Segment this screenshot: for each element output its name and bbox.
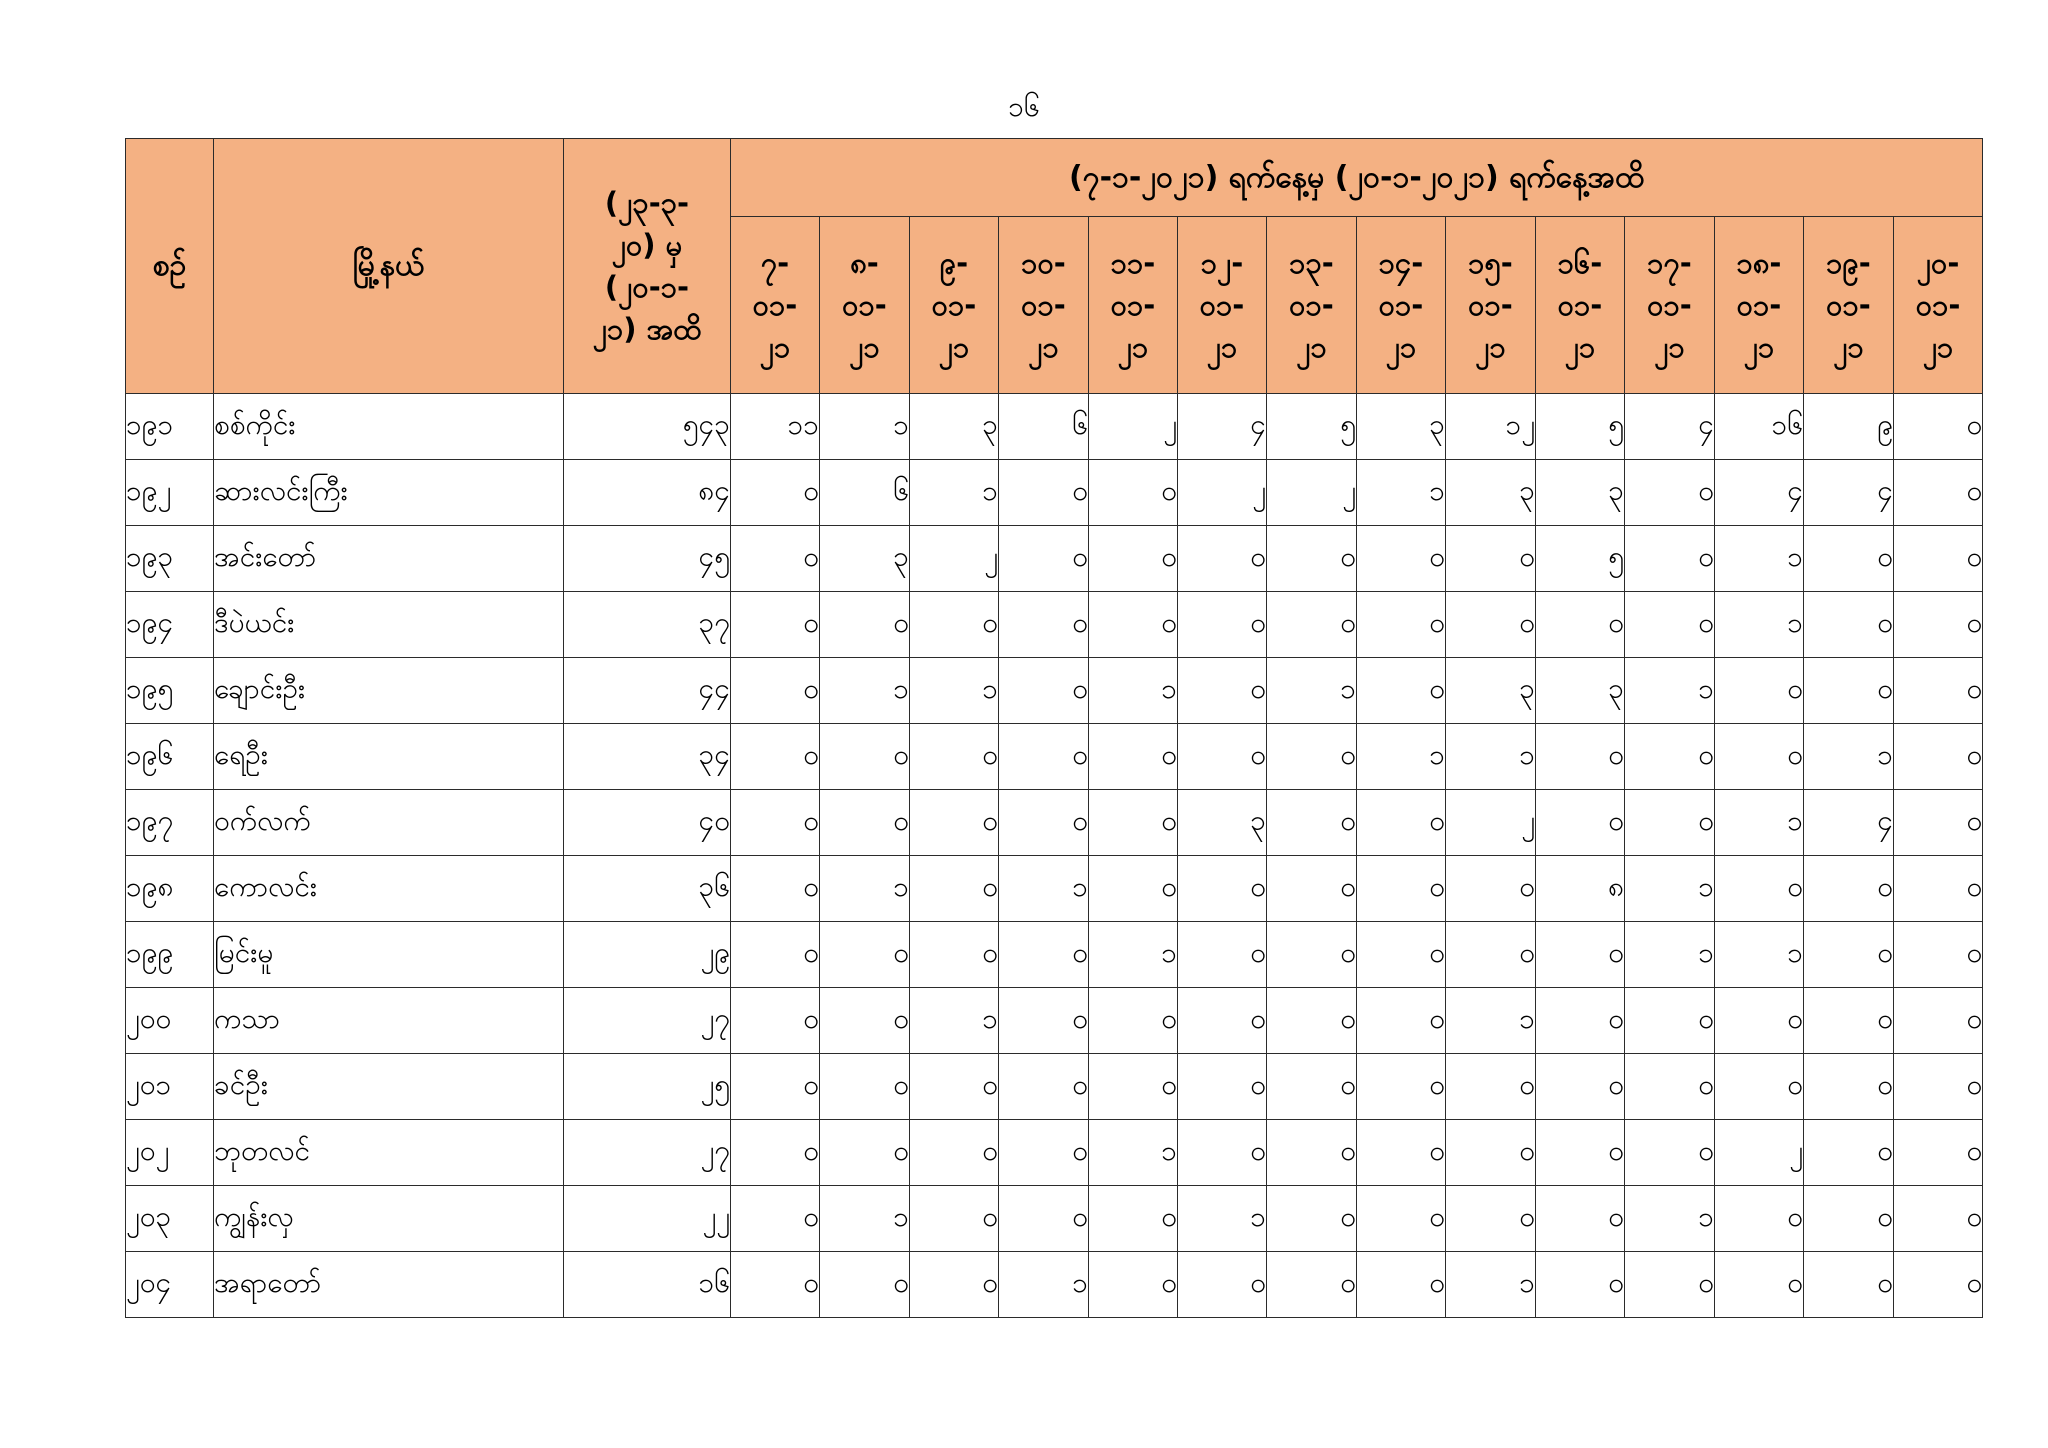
daily-count: ၀ [1715, 724, 1804, 790]
township-name: ကသာ [214, 988, 564, 1054]
township-name: ချောင်းဦး [214, 658, 564, 724]
header-date-12: ၁၈- ၀၁- ၂၁ [1715, 217, 1804, 394]
daily-count: ၀ [1357, 922, 1446, 988]
daily-count: ၀ [1804, 1054, 1894, 1120]
daily-count: ၅ [1536, 526, 1625, 592]
township-name: ခင်ဦး [214, 1054, 564, 1120]
daily-count: ၁ [1715, 790, 1804, 856]
daily-count: ၀ [1804, 658, 1894, 724]
daily-count: ၀ [999, 1120, 1089, 1186]
daily-count: ၀ [1089, 790, 1178, 856]
total-count: ၃၇ [564, 592, 731, 658]
daily-count: ၀ [910, 922, 999, 988]
daily-count: ၁ [1357, 460, 1446, 526]
table-row [126, 1120, 1983, 1186]
daily-count: ၁၂ [1446, 394, 1536, 460]
daily-count: ၁ [910, 988, 999, 1054]
daily-count: ၀ [1178, 856, 1267, 922]
daily-count: ၀ [910, 1120, 999, 1186]
daily-count: ၂ [1446, 790, 1536, 856]
daily-count: ၀ [1536, 724, 1625, 790]
daily-count: ၀ [1357, 790, 1446, 856]
daily-count: ၅ [1267, 394, 1357, 460]
row-number: ၁၉၆ [126, 724, 214, 790]
daily-count: ၀ [1894, 526, 1983, 592]
daily-count: ၀ [999, 1054, 1089, 1120]
table-row [126, 592, 1983, 658]
total-count: ၃၄ [564, 724, 731, 790]
daily-count: ၂ [1267, 460, 1357, 526]
daily-count: ၀ [1089, 1252, 1178, 1318]
daily-count: ၁ [1178, 1186, 1267, 1252]
daily-count: ၀ [1536, 988, 1625, 1054]
daily-count: ၀ [910, 790, 999, 856]
township-name: အင်းတော် [214, 526, 564, 592]
header-date-13: ၁၉- ၀၁- ၂၁ [1804, 217, 1894, 394]
daily-count: ၀ [1178, 988, 1267, 1054]
header-date-3: ၉- ၀၁- ၂၁ [910, 217, 999, 394]
daily-count: ၀ [1267, 1252, 1357, 1318]
table-row [126, 856, 1983, 922]
daily-count: ၀ [1894, 724, 1983, 790]
daily-count: ၀ [1357, 856, 1446, 922]
daily-count: ၃ [1536, 658, 1625, 724]
daily-count: ၀ [1446, 1120, 1536, 1186]
daily-count: ၀ [1625, 460, 1715, 526]
table-row [126, 790, 1983, 856]
daily-count: ၀ [1625, 592, 1715, 658]
daily-count: ၃ [1178, 790, 1267, 856]
daily-count: ၀ [820, 1054, 910, 1120]
daily-count: ၀ [1625, 988, 1715, 1054]
daily-count: ၀ [731, 988, 820, 1054]
total-count: ၁၆ [564, 1252, 731, 1318]
table-row [126, 724, 1983, 790]
daily-count: ၀ [1267, 790, 1357, 856]
daily-count: ၁ [1089, 922, 1178, 988]
daily-count: ၀ [1089, 592, 1178, 658]
daily-count: ၀ [1894, 856, 1983, 922]
daily-count: ၀ [999, 988, 1089, 1054]
daily-count: ၀ [1267, 856, 1357, 922]
header-date-7: ၁၃- ၀၁- ၂၁ [1267, 217, 1357, 394]
daily-count: ၁ [1446, 724, 1536, 790]
daily-count: ၀ [1715, 988, 1804, 1054]
daily-count: ၀ [1715, 1054, 1804, 1120]
daily-count: ၀ [820, 592, 910, 658]
row-number: ၂၀၀ [126, 988, 214, 1054]
daily-count: ၆ [820, 460, 910, 526]
daily-count: ၁ [1715, 592, 1804, 658]
daily-count: ၀ [731, 592, 820, 658]
daily-count: ၀ [1625, 1120, 1715, 1186]
daily-count: ၀ [1894, 1120, 1983, 1186]
row-number: ၁၉၈ [126, 856, 214, 922]
daily-count: ၀ [731, 1120, 820, 1186]
daily-count: ၄ [1715, 460, 1804, 526]
daily-count: ၁ [1625, 856, 1715, 922]
daily-count: ၀ [1446, 922, 1536, 988]
table-row [126, 658, 1983, 724]
daily-count: ၀ [910, 724, 999, 790]
daily-count: ၄ [1804, 460, 1894, 526]
header-date-5: ၁၁- ၀၁- ၂၁ [1089, 217, 1178, 394]
total-count: ၅၄၃ [564, 394, 731, 460]
daily-count: ၀ [731, 1054, 820, 1120]
daily-count: ၀ [731, 1186, 820, 1252]
daily-count: ၁ [1446, 1252, 1536, 1318]
township-name: စစ်ကိုင်း [214, 394, 564, 460]
daily-count: ၀ [999, 922, 1089, 988]
daily-count: ၀ [1804, 592, 1894, 658]
township-name: ကျွန်းလှ [214, 1186, 564, 1252]
daily-count: ၀ [1089, 724, 1178, 790]
daily-count: ၀ [1178, 922, 1267, 988]
table-row [126, 394, 1983, 460]
header-date-14: ၂၀- ၀၁- ၂၁ [1894, 217, 1983, 394]
daily-count: ၁ [910, 460, 999, 526]
daily-count: ၀ [731, 526, 820, 592]
daily-count: ၀ [1894, 1186, 1983, 1252]
daily-count: ၀ [731, 856, 820, 922]
daily-count: ၀ [1536, 1054, 1625, 1120]
daily-count: ၀ [1894, 988, 1983, 1054]
daily-count: ၀ [1804, 856, 1894, 922]
row-number: ၂၀၃ [126, 1186, 214, 1252]
daily-count: ၁ [1715, 526, 1804, 592]
daily-count: ၀ [1357, 592, 1446, 658]
header-date-8: ၁၄- ၀၁- ၂၁ [1357, 217, 1446, 394]
table-row [126, 988, 1983, 1054]
daily-count: ၀ [820, 922, 910, 988]
daily-count: ၀ [1446, 526, 1536, 592]
table-row [126, 1054, 1983, 1120]
header-no: စဉ် [126, 139, 214, 394]
row-number: ၁၉၅ [126, 658, 214, 724]
township-name: ရေဦး [214, 724, 564, 790]
daily-count: ၀ [1446, 856, 1536, 922]
total-count: ၂၇ [564, 988, 731, 1054]
table-row [126, 922, 1983, 988]
daily-count: ၃ [1536, 460, 1625, 526]
daily-count: ၈ [1536, 856, 1625, 922]
daily-count: ၀ [1178, 526, 1267, 592]
daily-count: ၀ [1267, 724, 1357, 790]
daily-count: ၀ [1804, 1120, 1894, 1186]
daily-count: ၀ [1178, 592, 1267, 658]
township-name: ဝက်လက် [214, 790, 564, 856]
daily-count: ၀ [1536, 1252, 1625, 1318]
daily-count: ၀ [1357, 658, 1446, 724]
daily-count: ၄ [1625, 394, 1715, 460]
header-date-2: ၈- ၀၁- ၂၁ [820, 217, 910, 394]
total-count: ၄၄ [564, 658, 731, 724]
header-township: မြို့နယ် [214, 139, 564, 394]
row-number: ၁၉၇ [126, 790, 214, 856]
daily-count: ၀ [731, 922, 820, 988]
daily-count: ၀ [1357, 526, 1446, 592]
daily-count: ၅ [1536, 394, 1625, 460]
daily-count: ၀ [1178, 658, 1267, 724]
daily-count: ၀ [820, 724, 910, 790]
total-count: ၂၂ [564, 1186, 731, 1252]
daily-count: ၀ [1715, 658, 1804, 724]
daily-count: ၀ [1804, 526, 1894, 592]
daily-count: ၀ [1536, 1120, 1625, 1186]
daily-count: ၁ [1089, 658, 1178, 724]
daily-count: ၀ [910, 592, 999, 658]
table-row [126, 1186, 1983, 1252]
daily-count: ၁ [1715, 922, 1804, 988]
row-number: ၂၀၁ [126, 1054, 214, 1120]
daily-count: ၀ [1446, 1054, 1536, 1120]
daily-count: ၀ [1536, 1186, 1625, 1252]
total-count: ၃၆ [564, 856, 731, 922]
total-count: ၄၅ [564, 526, 731, 592]
daily-count: ၀ [1894, 790, 1983, 856]
daily-count: ၀ [1089, 526, 1178, 592]
township-name: ဘုတလင် [214, 1120, 564, 1186]
daily-count: ၆ [999, 394, 1089, 460]
daily-count: ၀ [910, 856, 999, 922]
row-number: ၂၀၂ [126, 1120, 214, 1186]
daily-count: ၀ [910, 1252, 999, 1318]
daily-count: ၀ [1267, 1120, 1357, 1186]
header-total: (၂၃-၃- ၂၀) မှ (၂၀-၁- ၂၁) အထိ [564, 139, 731, 394]
daily-count: ၀ [1715, 1252, 1804, 1318]
row-number: ၁၉၃ [126, 526, 214, 592]
total-count: ၂၇ [564, 1120, 731, 1186]
daily-count: ၄ [1178, 394, 1267, 460]
row-number: ၁၉၄ [126, 592, 214, 658]
daily-count: ၁ [1446, 988, 1536, 1054]
total-count: ၂၅ [564, 1054, 731, 1120]
row-number: ၁၉၁ [126, 394, 214, 460]
daily-count: ၀ [1446, 1186, 1536, 1252]
daily-count: ၀ [1178, 1054, 1267, 1120]
daily-count: ၀ [1894, 1054, 1983, 1120]
daily-count: ၀ [1625, 526, 1715, 592]
daily-count: ၁ [1625, 658, 1715, 724]
table-row [126, 1252, 1983, 1318]
daily-count: ၀ [1178, 724, 1267, 790]
township-name: မြင်းမူ [214, 922, 564, 988]
daily-count: ၀ [999, 592, 1089, 658]
header-date-6: ၁၂- ၀၁- ၂၁ [1178, 217, 1267, 394]
daily-count: ၀ [731, 724, 820, 790]
daily-count: ၀ [1804, 1186, 1894, 1252]
daily-count: ၀ [999, 658, 1089, 724]
daily-count: ၁ [1625, 1186, 1715, 1252]
row-number: ၁၉၉ [126, 922, 214, 988]
daily-count: ၀ [1267, 526, 1357, 592]
daily-count: ၀ [1267, 922, 1357, 988]
daily-count: ၀ [731, 790, 820, 856]
daily-count: ၀ [1357, 1120, 1446, 1186]
daily-count: ၀ [1089, 460, 1178, 526]
table-row [126, 460, 1983, 526]
table-row [126, 526, 1983, 592]
daily-count: ၃ [820, 526, 910, 592]
daily-count: ၀ [1804, 1252, 1894, 1318]
daily-count: ၀ [731, 1252, 820, 1318]
daily-count: ၀ [731, 658, 820, 724]
daily-count: ၁ [1089, 1120, 1178, 1186]
row-number: ၁၉၂ [126, 460, 214, 526]
daily-count: ၀ [999, 526, 1089, 592]
daily-count: ၀ [1357, 1186, 1446, 1252]
daily-count: ၀ [1894, 658, 1983, 724]
daily-count: ၁ [999, 856, 1089, 922]
daily-count: ၀ [1804, 922, 1894, 988]
daily-count: ၀ [1625, 724, 1715, 790]
daily-count: ၄ [1804, 790, 1894, 856]
daily-count: ၀ [1536, 790, 1625, 856]
daily-count: ၀ [1715, 856, 1804, 922]
daily-count: ၁ [1625, 922, 1715, 988]
daily-count: ၀ [1357, 1054, 1446, 1120]
daily-count: ၁ [1357, 724, 1446, 790]
daily-count: ၀ [1089, 1186, 1178, 1252]
total-count: ၈၄ [564, 460, 731, 526]
daily-count: ၀ [1267, 1186, 1357, 1252]
daily-count: ၁ [820, 856, 910, 922]
daily-count: ၀ [1894, 394, 1983, 460]
daily-count: ၁ [820, 658, 910, 724]
daily-count: ၀ [1536, 592, 1625, 658]
township-name: ကောလင်း [214, 856, 564, 922]
daily-count: ၀ [1625, 790, 1715, 856]
daily-count: ၀ [999, 724, 1089, 790]
daily-count: ၀ [1446, 592, 1536, 658]
daily-count: ၀ [999, 460, 1089, 526]
daily-count: ၀ [1357, 1252, 1446, 1318]
daily-count: ၀ [999, 1186, 1089, 1252]
total-count: ၂၉ [564, 922, 731, 988]
daily-count: ၀ [820, 988, 910, 1054]
daily-count: ၃ [1446, 460, 1536, 526]
daily-count: ၀ [1089, 1054, 1178, 1120]
daily-count: ၀ [910, 1186, 999, 1252]
header-date-4: ၁၀- ၀၁- ၂၁ [999, 217, 1089, 394]
daily-count: ၀ [1267, 988, 1357, 1054]
township-name: အရာတော် [214, 1252, 564, 1318]
daily-count: ၀ [820, 790, 910, 856]
daily-count: ၁ [820, 394, 910, 460]
header-date-10: ၁၆- ၀၁- ၂၁ [1536, 217, 1625, 394]
daily-count: ၀ [1267, 1054, 1357, 1120]
daily-count: ၂ [1178, 460, 1267, 526]
daily-count: ၀ [1715, 1186, 1804, 1252]
daily-count: ၂ [1089, 394, 1178, 460]
daily-count: ၁ [1804, 724, 1894, 790]
daily-count: ၀ [1625, 1252, 1715, 1318]
daily-count: ၀ [1625, 1054, 1715, 1120]
daily-count: ၁၆ [1715, 394, 1804, 460]
header-date-11: ၁၇- ၀၁- ၂၁ [1625, 217, 1715, 394]
daily-count: ၉ [1804, 394, 1894, 460]
daily-count: ၀ [910, 1054, 999, 1120]
township-name: ဆားလင်းကြီး [214, 460, 564, 526]
daily-count: ၀ [1089, 856, 1178, 922]
header-date-9: ၁၅- ၀၁- ၂၁ [1446, 217, 1536, 394]
daily-count: ၀ [1267, 592, 1357, 658]
daily-count: ၀ [1536, 922, 1625, 988]
daily-count: ၁ [820, 1186, 910, 1252]
daily-count: ၀ [999, 790, 1089, 856]
daily-count: ၂ [910, 526, 999, 592]
cases-table [125, 138, 1983, 1318]
daily-count: ၃ [1357, 394, 1446, 460]
daily-count: ၀ [1894, 592, 1983, 658]
daily-count: ၀ [1894, 460, 1983, 526]
daily-count: ၀ [1089, 988, 1178, 1054]
page-number: ၁၆ [1008, 90, 1040, 123]
row-number: ၂၀၄ [126, 1252, 214, 1318]
daily-count: ၀ [820, 1252, 910, 1318]
header-date-1: ၇- ၀၁- ၂၁ [731, 217, 820, 394]
total-count: ၄၀ [564, 790, 731, 856]
daily-count: ၀ [1178, 1252, 1267, 1318]
daily-count: ၁ [910, 658, 999, 724]
daily-count: ၁ [1267, 658, 1357, 724]
daily-count: ၀ [820, 1120, 910, 1186]
daily-count: ၀ [1357, 988, 1446, 1054]
daily-count: ၁ [999, 1252, 1089, 1318]
daily-count: ၁၁ [731, 394, 820, 460]
daily-count: ၀ [1178, 1120, 1267, 1186]
daily-count: ၀ [1894, 1252, 1983, 1318]
daily-count: ၀ [1804, 988, 1894, 1054]
daily-count: ၃ [1446, 658, 1536, 724]
daily-count: ၀ [731, 460, 820, 526]
header-period: (၇-၁-၂၀၂၁) ရက်နေ့မှ (၂၀-၁-၂၀၂၁) ရက်နေ့အထိ [731, 139, 1983, 217]
township-name: ဒီပဲယင်း [214, 592, 564, 658]
daily-count: ၂ [1715, 1120, 1804, 1186]
daily-count: ၀ [1894, 922, 1983, 988]
daily-count: ၃ [910, 394, 999, 460]
